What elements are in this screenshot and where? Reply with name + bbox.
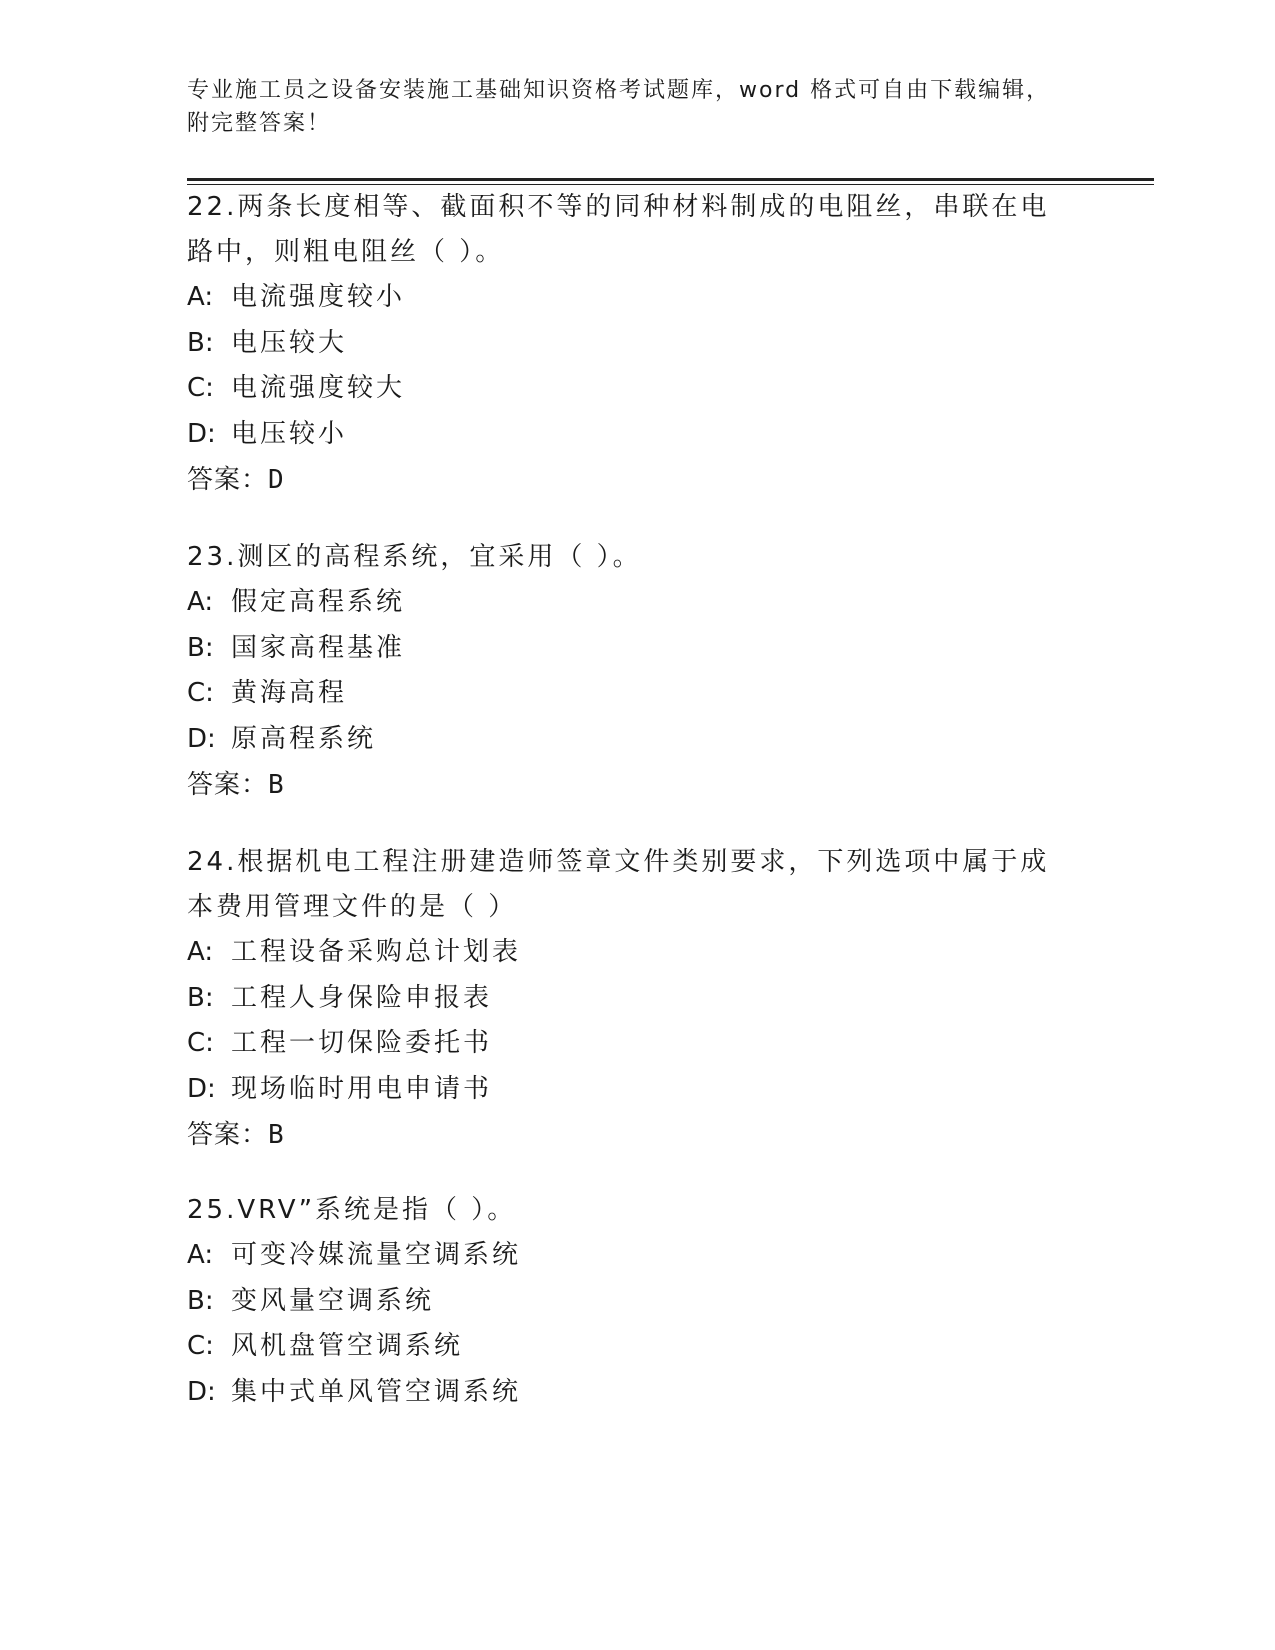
option-text: 电压较大 (231, 327, 348, 358)
option-text: 现场临时用电申请书 (231, 1073, 493, 1104)
option-b (187, 976, 1087, 1022)
option-text: 黄海高程 (231, 678, 348, 708)
question-24 (187, 840, 1087, 1158)
option-text: 假定高程系统 (231, 587, 406, 617)
header-line-2: 附完整答案！ (187, 111, 332, 136)
option-d (187, 412, 1087, 458)
option-letter: B: (187, 1285, 214, 1316)
question-22 (187, 185, 1087, 503)
option-text: 工程人身保险申报表 (231, 982, 493, 1013)
option-text: 电流强度较小 (231, 282, 406, 312)
option-letter: B: (187, 632, 214, 663)
option-a (187, 580, 1087, 626)
answer-value: D (268, 465, 285, 495)
option-text: 变风量空调系统 (231, 1285, 435, 1316)
option-text: 可变冷媒流量空调系统 (231, 1240, 522, 1270)
option-text: 电压较小 (231, 418, 348, 449)
option-letter: C: (187, 373, 214, 403)
option-letter: C: (187, 1331, 214, 1361)
option-d (187, 1067, 1087, 1113)
option-letter: D: (187, 418, 216, 449)
option-letter: A: (187, 282, 214, 312)
document-header (187, 74, 1067, 140)
question-stem: 24.根据机电工程注册建造师签章文件类别要求，下列选项中属于成本费用管理文件的是（ ） (187, 847, 1050, 922)
answer-label: 答案： (187, 1120, 269, 1150)
option-letter: D: (187, 723, 216, 754)
question-25 (187, 1188, 1087, 1415)
option-d (187, 1370, 1087, 1416)
option-text: 国家高程基准 (231, 632, 406, 663)
option-c (187, 366, 1087, 412)
option-text: 原高程系统 (231, 723, 377, 754)
option-letter: A: (187, 937, 214, 967)
answer-line (187, 762, 1087, 808)
option-b (187, 1279, 1087, 1325)
question-stem: 22.两条长度相等、截面积不等的同种材料制成的电阻丝，串联在电路中，则粗电阻丝（ ）。 (187, 192, 1050, 267)
option-a (187, 1233, 1087, 1279)
answer-value: B (268, 1120, 285, 1150)
option-letter: C: (187, 1028, 214, 1058)
option-letter: A: (187, 587, 214, 617)
option-letter: D: (187, 1376, 216, 1407)
option-letter: B: (187, 327, 214, 358)
option-text: 工程一切保险委托书 (231, 1028, 493, 1058)
header-line-1: 专业施工员之设备安装施工基础知识资格考试题库，word 格式可自由下载编辑， (187, 78, 1051, 103)
answer-label: 答案： (187, 770, 269, 800)
option-c (187, 671, 1087, 717)
question-stem: 23.测区的高程系统，宜采用（ ）。 (187, 542, 642, 572)
option-letter: D: (187, 1073, 216, 1104)
option-letter: A: (187, 1240, 214, 1270)
answer-label: 答案： (187, 465, 269, 495)
option-b (187, 626, 1087, 672)
option-a (187, 275, 1087, 321)
answer-line (187, 1112, 1087, 1158)
answer-value: B (268, 770, 285, 800)
option-c (187, 1021, 1087, 1067)
option-text: 工程设备采购总计划表 (231, 937, 522, 967)
option-c (187, 1324, 1087, 1370)
option-b (187, 321, 1087, 367)
option-text: 电流强度较大 (231, 373, 406, 403)
question-23 (187, 535, 1087, 808)
option-letter: C: (187, 678, 214, 708)
option-d (187, 717, 1087, 763)
answer-line (187, 457, 1087, 503)
option-letter: B: (187, 982, 214, 1013)
header-divider-thick (187, 178, 1154, 181)
question-stem: 25.VRV”系统是指（ ）。 (187, 1195, 517, 1225)
option-a (187, 930, 1087, 976)
option-text: 风机盘管空调系统 (231, 1331, 464, 1361)
option-text: 集中式单风管空调系统 (231, 1376, 522, 1407)
